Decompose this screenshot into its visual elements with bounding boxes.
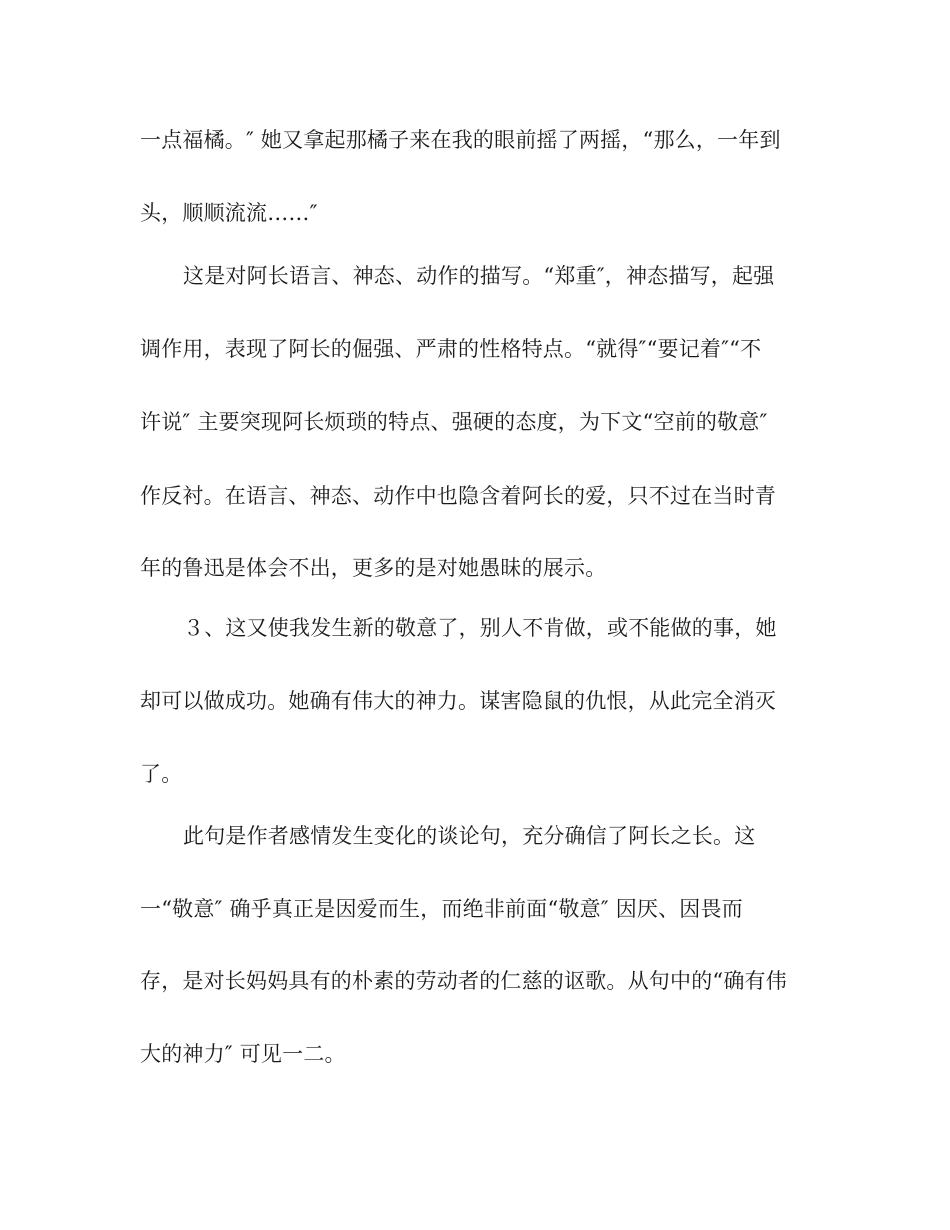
paragraph-2-line-1: 这是对阿长语言、神态、动作的描写。“郑重″，神态描写，起强 <box>183 264 775 288</box>
paragraph-2-line-5: 年的鲁迅是体会不出，更多的是对她愚昧的展示。 <box>140 556 607 580</box>
paragraph-4-line-2: 一“敬意″ 确乎真正是因爱而生，而绝非前面“敬意″ 因厌、因畏而 <box>140 897 743 921</box>
paragraph-2-line-3: 许说″ 主要突现阿长烦琐的特点、强硬的态度，为下文“空前的敬意″ <box>140 410 768 434</box>
paragraph-2-line-2: 调作用，表现了阿长的倔强、严肃的性格特点。“就得″“要记着″“不 <box>140 337 762 361</box>
paragraph-3-line-3: 了。 <box>140 762 183 786</box>
paragraph-3-line-2: 却可以做成功。她确有伟大的神力。谋害隐鼠的仇恨，从此完全消灭 <box>140 689 776 713</box>
paragraph-4-line-3: 存，是对长妈妈具有的朴素的劳动者的仁慈的讴歌。从句中的“确有伟 <box>140 969 787 993</box>
paragraph-1-line-1: 一点福橘。″ 她又拿起那橘子来在我的眼前摇了两摇，“那么，一年到 <box>140 128 781 152</box>
paragraph-2-line-4: 作反衬。在语言、神态、动作中也隐含着阿长的爱，只不过在当时青 <box>140 484 776 508</box>
paragraph-4-line-1: 此句是作者感情发生变化的谈论句，充分确信了阿长之长。这 <box>183 824 756 848</box>
paragraph-3-line-1: ３、这又使我发生新的敬意了，别人不肯做，或不能做的事，她 <box>183 616 777 640</box>
paragraph-1-line-2: 头，顺顺流流……″ <box>140 201 318 225</box>
paragraph-4-line-4: 大的神力″ 可见一二。 <box>140 1042 346 1066</box>
